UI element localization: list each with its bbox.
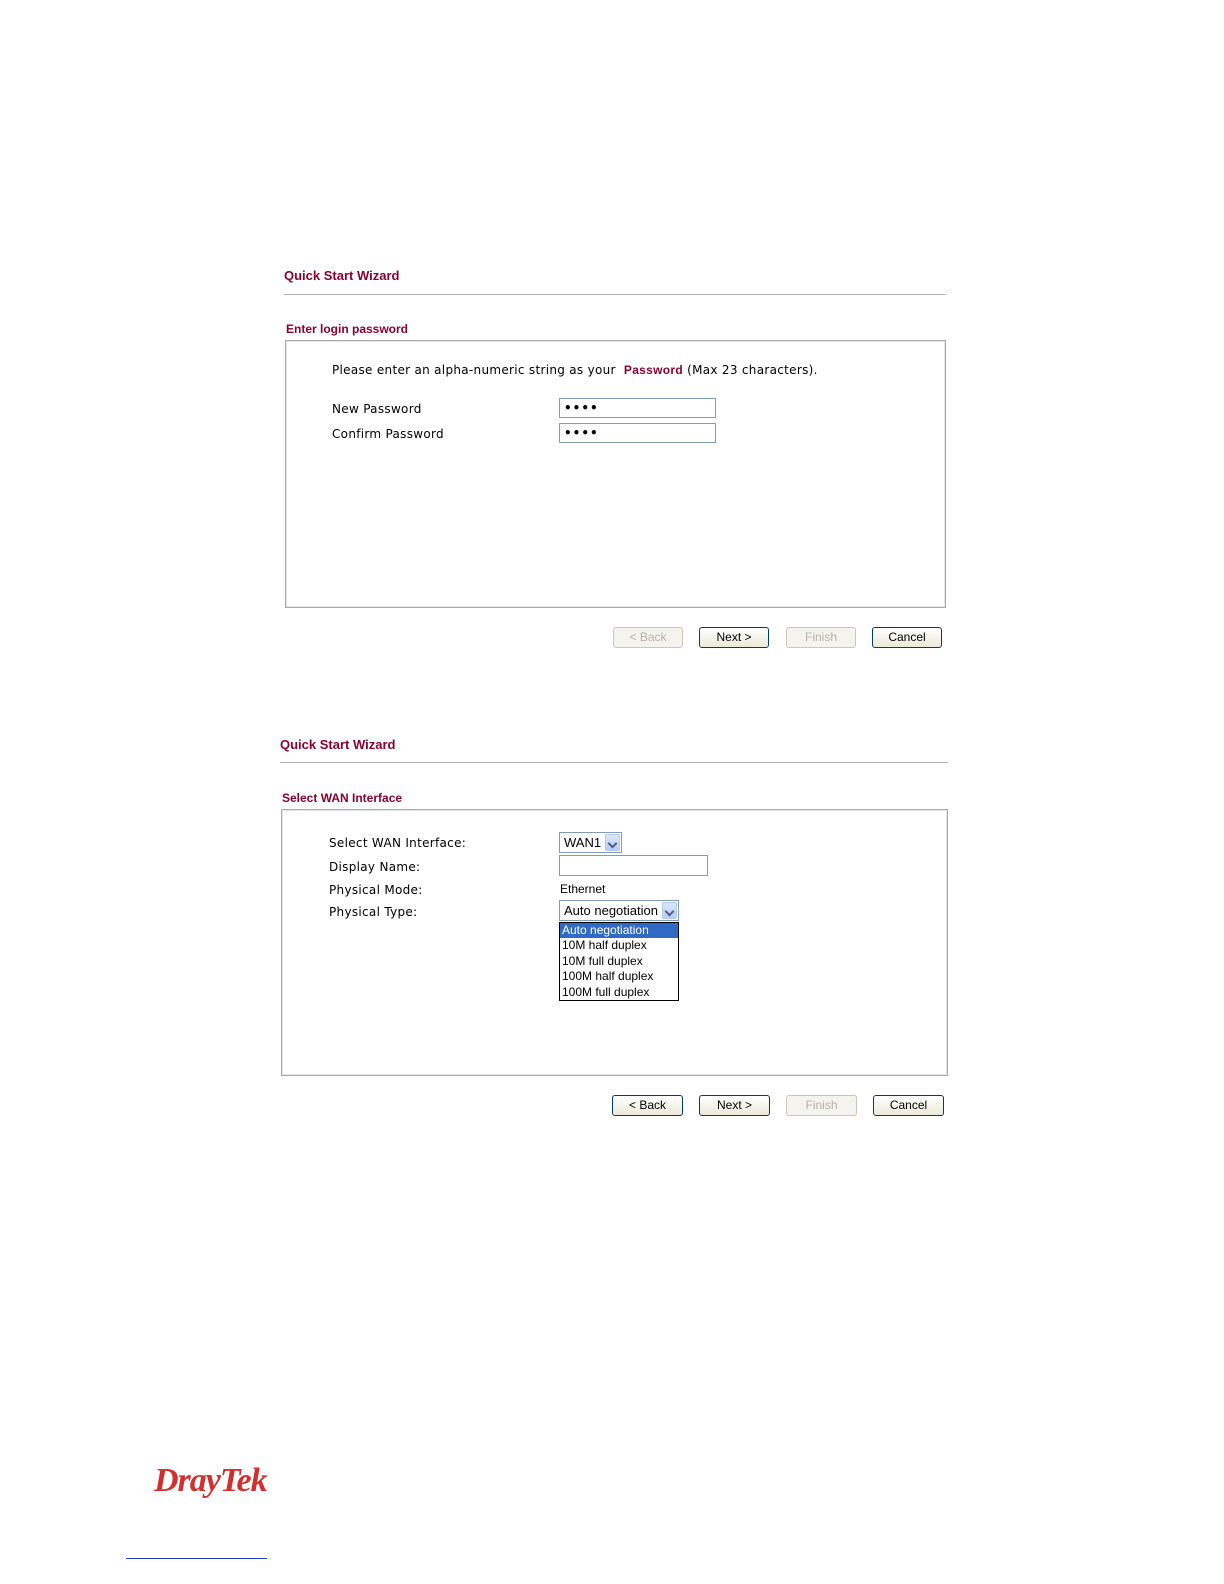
wizard1-section-title: Enter login password xyxy=(286,322,409,336)
new-password-label: New Password xyxy=(332,402,422,416)
display-name-input[interactable] xyxy=(559,855,708,876)
wizard2-divider xyxy=(280,762,948,763)
intro-prefix: Please enter an alpha-numeric string as your xyxy=(332,363,616,377)
intro-password-highlight: Password xyxy=(623,363,683,377)
option-10m-full-duplex[interactable]: 10M full duplex xyxy=(562,953,643,968)
wizard2-next-button[interactable]: Next > xyxy=(699,1095,770,1116)
chevron-down-icon[interactable] xyxy=(605,834,620,851)
confirm-password-input[interactable]: •••• xyxy=(559,423,716,443)
wizard2-cancel-button[interactable]: Cancel xyxy=(873,1095,944,1116)
display-name-label: Display Name: xyxy=(329,860,421,874)
wizard2-title: Quick Start Wizard xyxy=(280,737,396,752)
option-10m-half-duplex[interactable]: 10M half duplex xyxy=(562,938,647,953)
physical-mode-label: Physical Mode: xyxy=(329,883,423,897)
new-password-input[interactable]: •••• xyxy=(559,398,716,418)
option-100m-full-duplex[interactable]: 100M full duplex xyxy=(562,984,650,999)
physical-mode-value: Ethernet xyxy=(560,882,606,896)
wizard1-finish-button[interactable]: Finish xyxy=(786,627,856,648)
option-100m-half-duplex[interactable]: 100M half duplex xyxy=(562,969,654,984)
footer-rule xyxy=(126,1558,267,1559)
select-wan-label: Select WAN Interface: xyxy=(329,836,467,850)
draytek-logo: DrayTek xyxy=(154,1462,267,1499)
chevron-down-icon[interactable] xyxy=(662,902,677,919)
wizard2-finish-button[interactable]: Finish xyxy=(786,1095,857,1116)
wizard1-back-button[interactable]: < Back xyxy=(613,627,683,648)
wizard2-back-button[interactable]: < Back xyxy=(612,1095,683,1116)
wizard1-panel xyxy=(285,340,946,608)
intro-suffix: (Max 23 characters). xyxy=(687,363,818,377)
wizard1-title: Quick Start Wizard xyxy=(284,268,400,283)
option-auto-negotiation[interactable]: Auto negotiation xyxy=(560,923,678,938)
physical-type-value: Auto negotiation xyxy=(564,903,658,918)
wizard2-section-title: Select WAN Interface xyxy=(282,791,403,805)
physical-type-label: Physical Type: xyxy=(329,905,418,919)
physical-type-dropdown[interactable] xyxy=(559,900,679,921)
wizard1-divider xyxy=(284,294,946,295)
select-wan-value: WAN1 xyxy=(564,835,602,850)
password-instructions xyxy=(332,363,818,377)
wizard2-panel xyxy=(281,809,948,1076)
select-wan-dropdown[interactable] xyxy=(559,832,622,853)
confirm-password-label: Confirm Password xyxy=(332,427,444,441)
wizard1-cancel-button[interactable]: Cancel xyxy=(872,627,942,648)
wizard1-next-button[interactable]: Next > xyxy=(699,627,769,648)
physical-type-options-list xyxy=(559,922,679,1001)
